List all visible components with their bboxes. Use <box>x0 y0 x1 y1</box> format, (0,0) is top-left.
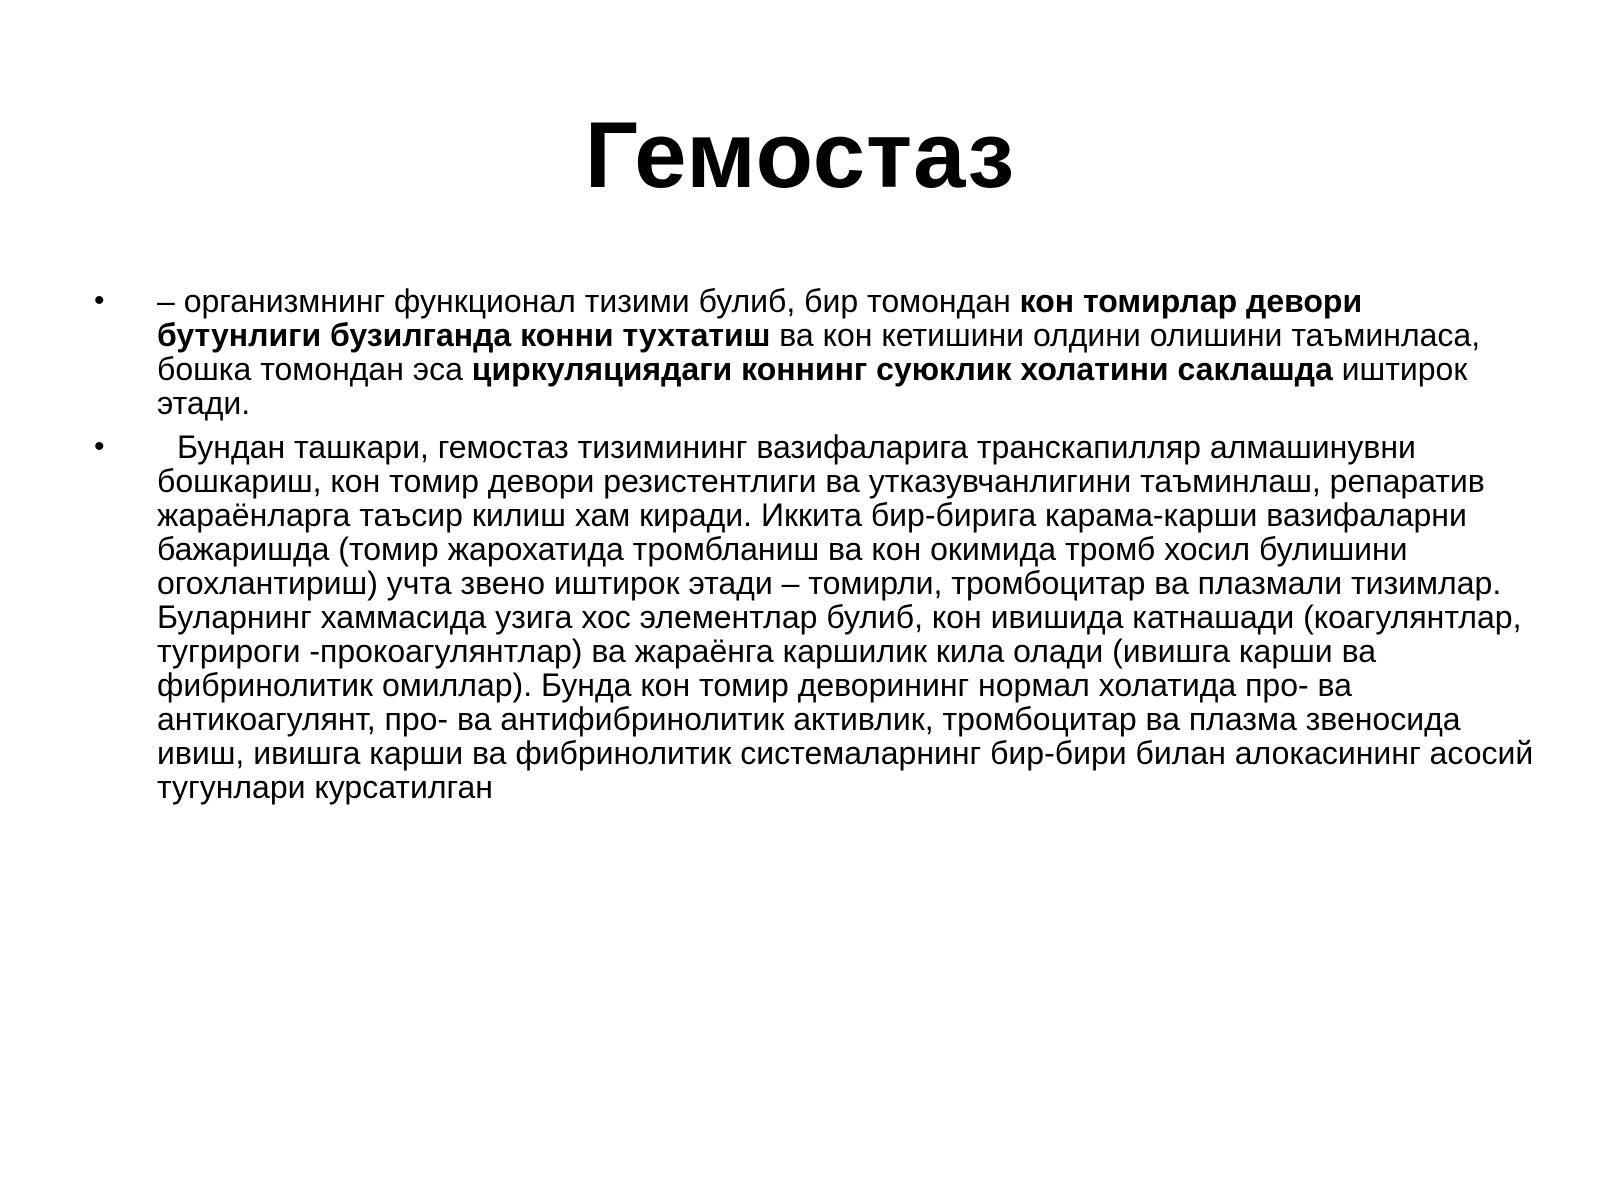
bullet-icon: • <box>94 430 105 463</box>
bold-text-run: циркуляциядаги коннинг суюклик холатини саклашда <box>471 351 1333 387</box>
bullet-text <box>157 284 1534 420</box>
text-run: Бундан ташкари, гемостаз тизимининг вазифаларига транскапилляр алмашинувни бошкариш, кон томир девори резистентлиги ва утказувчанлигини таъминлаш, репаратив жараёнларга таъсир килиш хам киради. Иккита бир-бирига карама-карши вазифаларни бажаришда (томир жарохатида тромбланиш ва кон окимида тромб хосил булишини огохлантириш) учта звено иштирок этади – томирли, тромбоцитар ва плазмали тизимлар. Буларнинг хаммасида узига хос элементлар булиб, кон ивишида катнашади (коагулянтлар, тугрироги -прокоагулянтлар) ва жараёнга каршилик кила олади (ивишга карши ва фибринолитик омиллар). Бунда кон томир деворининг нормал холатида про- ва антикоагулянт, про- ва антифибринолитик активлик, тромбоцитар ва плазма звеносида ивиш, ивишга карши ва фибринолитик системаларнинг бир-бири билан алокасининг асосий тугунлари курсатилган <box>157 429 1534 805</box>
bullet-text <box>157 430 1534 804</box>
bold-text-run: кон томирлар девори бутунлиги бузилганда конни тухтатиш <box>157 283 1363 353</box>
text-run: ва кон кетишини олдини олишини таъминласа, бошка томондан эса <box>157 317 1481 387</box>
text-run: – организмнинг функционал тизими булиб, бир томондан <box>157 283 1020 319</box>
bullet-list <box>94 284 1534 814</box>
bullet-item <box>94 430 1534 804</box>
text-run: иштирок этади. <box>157 351 1468 421</box>
bullet-item <box>94 284 1534 420</box>
bullet-icon: • <box>94 284 105 317</box>
slide-title: Гемостаз <box>584 102 1016 207</box>
